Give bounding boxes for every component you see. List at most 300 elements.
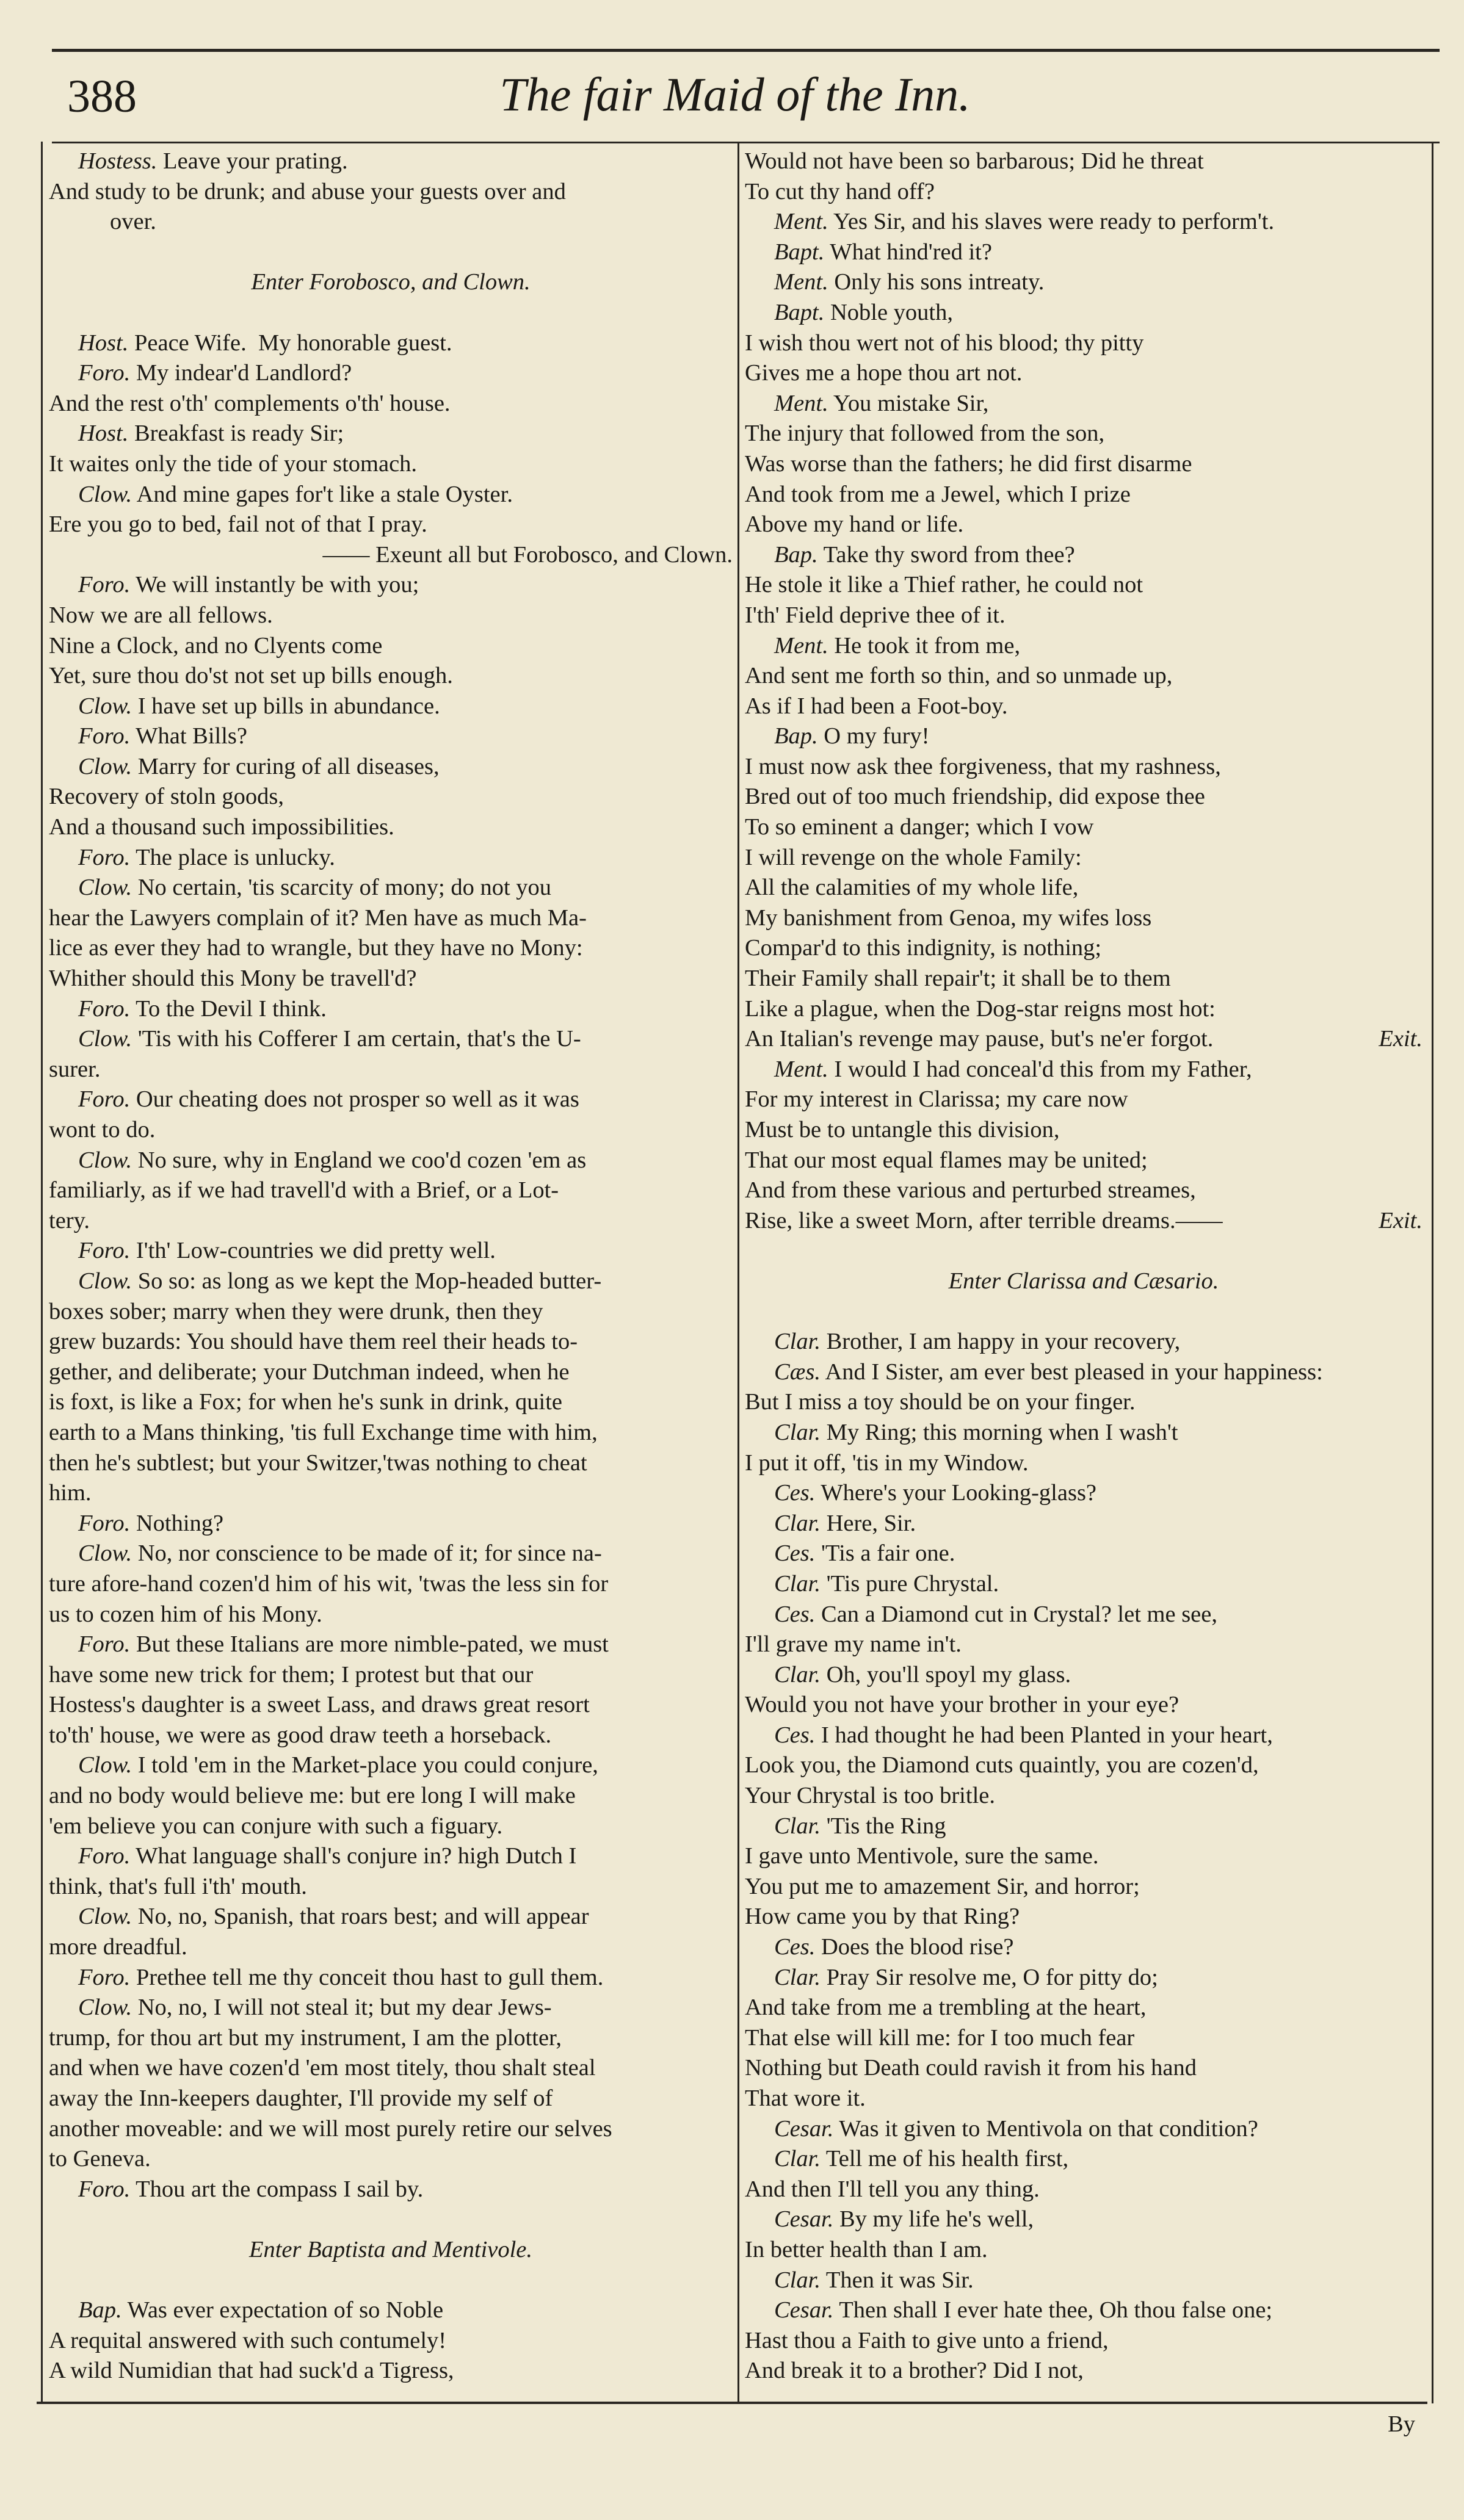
- page-header: [61, 58, 1409, 137]
- line-text: and no body would believe me: but ere long I will make: [49, 1783, 576, 1809]
- line-text: Nothing but Death could ravish it from his hand: [745, 2055, 1197, 2081]
- speaker-prefix: Foro.: [78, 844, 131, 870]
- text-line: [745, 994, 1422, 1025]
- text-line: [745, 752, 1422, 782]
- line-text: Recovery of stoln goods,: [49, 784, 284, 810]
- text-line: [49, 1357, 733, 1388]
- line-text: No certain, 'tis scarcity of mony; do not you: [137, 875, 552, 901]
- exit-direction: Exit.: [1379, 1026, 1422, 1052]
- text-line: [745, 1448, 1422, 1479]
- line-text: I gave unto Mentivole, sure the same.: [745, 1843, 1099, 1869]
- line-text: Nine a Clock, and no Clyents come: [49, 632, 383, 659]
- text-line: [745, 1690, 1422, 1720]
- text-line: [49, 631, 733, 662]
- text-line: [49, 207, 733, 237]
- line-text: It waites only the tide of your stomach.: [49, 450, 418, 477]
- text-line: [745, 419, 1422, 449]
- line-text: tery.: [49, 1207, 90, 1233]
- line-text: My banishment from Genoa, my wifes loss: [745, 904, 1152, 931]
- line-text: Must be to untangle this division,: [745, 1117, 1060, 1143]
- speaker-prefix: Ment.: [774, 632, 828, 659]
- line-text: I'th' Field deprive thee of it.: [745, 602, 1006, 628]
- text-line: [49, 2114, 733, 2145]
- line-text: And from these various and perturbed streames,: [745, 1177, 1196, 1204]
- text-line: [49, 933, 733, 964]
- text-line: [49, 1448, 733, 1479]
- speaker-prefix: Foro.: [78, 572, 131, 598]
- speaker-prefix: Foro.: [78, 1238, 131, 1264]
- speaker-prefix: Foro.: [78, 995, 131, 1022]
- line-text: Bred out of too much friendship, did expose thee: [745, 784, 1205, 810]
- line-text: What language shall's conjure in? high Dutch I: [136, 1843, 577, 1869]
- text-line: [49, 1993, 733, 2023]
- speaker-prefix: Clar.: [774, 1813, 821, 1839]
- line-text: Gives me a hope thou art not.: [745, 360, 1023, 386]
- line-text: That wore it.: [745, 2085, 866, 2111]
- text-line: [745, 570, 1422, 601]
- line-text: Hostess's daughter is a sweet Lass, and draws great resort: [49, 1692, 590, 1718]
- line-text: grew buzards: You should have them reel their heads to-: [49, 1329, 578, 1355]
- text-line: [49, 1478, 733, 1509]
- line-text: To so eminent a danger; which I vow: [745, 814, 1094, 840]
- text-line: [49, 661, 733, 691]
- line-text: So so: as long as we kept the Mop-headed butter-: [137, 1268, 602, 1294]
- text-line: [49, 570, 733, 601]
- stage-direction: [49, 2235, 733, 2265]
- line-text: 'Tis pure Chrystal.: [826, 1570, 999, 1597]
- text-line: [745, 903, 1422, 934]
- text-line: [745, 2175, 1422, 2205]
- line-text: Nothing?: [136, 1510, 224, 1536]
- line-text: No, no, I will not steal it; but my dear Jews-: [137, 1995, 552, 2021]
- text-line: [49, 1932, 733, 1963]
- line-text: By my life he's well,: [839, 2206, 1034, 2233]
- speaker-prefix: Foro.: [78, 1631, 131, 1658]
- text-line: [745, 1841, 1422, 1872]
- text-line: [745, 1932, 1422, 1963]
- text-line: [745, 1175, 1422, 1206]
- blank-line: [49, 237, 733, 268]
- speaker-prefix: Foro.: [78, 1086, 131, 1113]
- line-text: You mistake Sir,: [833, 390, 989, 416]
- line-text: I'll grave my name in't.: [745, 1631, 962, 1658]
- line-text: Here, Sir.: [826, 1510, 916, 1536]
- text-line: [745, 2356, 1422, 2386]
- line-text: have some new trick for them; I protest but that our: [49, 1661, 534, 1688]
- text-line: [745, 2114, 1422, 2145]
- line-text: Noble youth,: [830, 299, 954, 325]
- speaker-prefix: Ment.: [774, 269, 828, 295]
- speaker-prefix: Hostess.: [78, 148, 158, 174]
- line-text: No sure, why in England we coo'd cozen 'em as: [137, 1147, 587, 1173]
- line-text: Whither should this Mony be travell'd?: [49, 966, 417, 992]
- line-text: Then shall I ever hate thee, Oh thou false one;: [839, 2297, 1273, 2323]
- text-line: [745, 1993, 1422, 2023]
- speaker-prefix: Foro.: [78, 723, 131, 749]
- line-text: Tell me of his health first,: [825, 2146, 1069, 2172]
- speaker-prefix: Foro.: [78, 2176, 131, 2202]
- line-text: And the rest o'th' complements o'th' house.: [49, 390, 451, 416]
- text-line: [49, 2144, 733, 2175]
- text-line: [745, 1387, 1422, 1418]
- line-text: A requital answered with such contumely!: [49, 2327, 447, 2353]
- line-text: Like a plague, when the Dog-star reigns most hot:: [745, 995, 1216, 1022]
- text-line: [745, 1327, 1422, 1357]
- line-text: Enter Baptista and Mentivole.: [248, 2236, 533, 2262]
- line-text: Peace Wife. My honorable guest.: [134, 330, 452, 356]
- text-line: [745, 1357, 1422, 1388]
- line-text: gether, and deliberate; your Dutchman indeed, when he: [49, 1359, 570, 1385]
- line-text: Does the blood rise?: [821, 1934, 1014, 1960]
- line-text: Above my hand or life.: [745, 511, 964, 538]
- text-line: [49, 1055, 733, 1085]
- speaker-prefix: Clow.: [78, 1752, 132, 1778]
- line-text: And a thousand such impossibilities.: [49, 814, 394, 840]
- speaker-prefix: Ces.: [774, 1601, 816, 1627]
- line-text: Enter Clarissa and Cæsario.: [948, 1268, 1219, 1294]
- text-line: [49, 1509, 733, 1539]
- text-line: [49, 540, 733, 571]
- line-text: to'th' house, we were as good draw teeth a horseback.: [49, 1722, 552, 1748]
- text-line: [49, 419, 733, 449]
- line-text: He stole it like a Thief rather, he could not: [745, 572, 1143, 598]
- speaker-prefix: Clow.: [78, 1268, 132, 1294]
- text-line: [745, 812, 1422, 843]
- text-line: [49, 177, 733, 208]
- line-text: more dreadful.: [49, 1934, 187, 1960]
- text-line: [49, 2084, 733, 2114]
- text-line: [745, 480, 1422, 510]
- line-text: Our cheating does not prosper so well as it was: [136, 1086, 579, 1113]
- speaker-prefix: Ces.: [774, 1480, 816, 1506]
- speaker-prefix: Clow.: [78, 875, 132, 901]
- line-text: I would I had conceal'd this from my Father,: [834, 1056, 1252, 1082]
- blank-line: [49, 2265, 733, 2296]
- text-line: [49, 601, 733, 631]
- line-text: Was ever expectation of so Noble: [127, 2297, 444, 2323]
- line-text: Ere you go to bed, fail not of that I pray.: [49, 511, 427, 538]
- column-divider: [737, 142, 739, 2403]
- text-line: [745, 933, 1422, 964]
- text-line: [745, 1085, 1422, 1115]
- speaker-prefix: Foro.: [78, 360, 131, 386]
- blank-line: [49, 298, 733, 328]
- text-line: [745, 601, 1422, 631]
- text-line: [49, 752, 733, 782]
- text-line: [745, 2326, 1422, 2356]
- line-text: My indear'd Landlord?: [136, 360, 352, 386]
- speaker-prefix: Bapt.: [774, 239, 825, 265]
- text-line: [49, 1236, 733, 1266]
- line-text: And sent me forth so thin, and so unmade up,: [745, 663, 1173, 689]
- line-text: ture afore-hand cozen'd him of his wit, 'twas the less sin for: [49, 1570, 609, 1597]
- text-line: [49, 903, 733, 934]
- text-line: [745, 449, 1422, 480]
- text-line: [745, 1872, 1422, 1902]
- speaker-prefix: Host.: [78, 330, 129, 356]
- line-text: And take from me a trembling at the heart,: [745, 1995, 1147, 2021]
- line-text: Can a Diamond cut in Crystal? let me see,: [821, 1601, 1217, 1627]
- speaker-prefix: Cæs.: [774, 1359, 821, 1385]
- text-line: [49, 1266, 733, 1297]
- speaker-prefix: Clar.: [774, 2267, 821, 2293]
- text-line: [49, 843, 733, 873]
- text-line: [49, 146, 733, 177]
- text-line: [49, 2295, 733, 2326]
- line-text: 'Tis the Ring: [826, 1813, 946, 1839]
- text-line: [49, 964, 733, 994]
- text-line: [49, 1146, 733, 1176]
- line-text: I'th' Low-countries we did pretty well.: [136, 1238, 496, 1264]
- text-line: [745, 267, 1422, 298]
- line-text: Compar'd to this indignity, is nothing;: [745, 935, 1102, 961]
- line-text: And I Sister, am ever best pleased in your happiness:: [825, 1359, 1323, 1385]
- speaker-prefix: Bap.: [774, 541, 818, 568]
- text-line: [49, 1750, 733, 1781]
- text-line: [745, 177, 1422, 208]
- line-text: Breakfast is ready Sir;: [134, 421, 344, 447]
- text-line: [49, 510, 733, 540]
- line-text: And then I'll tell you any thing.: [745, 2176, 1040, 2202]
- text-line: [49, 1690, 733, 1720]
- line-text: No, no, Spanish, that roars best; and will appear: [137, 1904, 589, 1930]
- text-line: [49, 328, 733, 359]
- speaker-prefix: Foro.: [78, 1510, 131, 1536]
- line-text: I told 'em in the Market-place you could conjure,: [137, 1752, 598, 1778]
- running-title: The fair Maid of the Inn.: [499, 68, 971, 121]
- line-text: Enter Forobosco, and Clown.: [251, 269, 531, 295]
- line-text: That else will kill me: for I too much fear: [745, 2024, 1135, 2051]
- line-text: Now we are all fellows.: [49, 602, 273, 628]
- text-line: [49, 1872, 733, 1902]
- text-line: [745, 1600, 1422, 1630]
- text-line: [49, 1418, 733, 1448]
- line-text: And study to be drunk; and abuse your guests over and: [49, 178, 566, 204]
- speaker-prefix: Clar.: [774, 1329, 821, 1355]
- text-line: [49, 1115, 733, 1146]
- text-line: [49, 358, 733, 389]
- text-line: [49, 873, 733, 903]
- speaker-prefix: Host.: [78, 421, 129, 447]
- bottom-rule: [37, 2402, 1427, 2404]
- line-text: familiarly, as if we had travell'd with a Brief, or a Lot-: [49, 1177, 559, 1204]
- line-text: Their Family shall repair't; it shall be to them: [745, 966, 1171, 992]
- line-text: No, nor conscience to be made of it; for since na-: [137, 1540, 602, 1567]
- page-number: 388: [67, 71, 137, 122]
- text-line: [49, 2023, 733, 2054]
- text-line: [745, 2265, 1422, 2296]
- text-line: [49, 1175, 733, 1206]
- line-text: earth to a Mans thinking, 'tis full Exchange time with him,: [49, 1419, 598, 1445]
- line-text: boxes sober; marry when they were drunk, then they: [49, 1298, 543, 1324]
- line-text: is foxt, is like a Fox; for when he's sunk in drink, quite: [49, 1389, 563, 1415]
- text-line: [49, 1963, 733, 1993]
- text-line: [49, 1720, 733, 1751]
- line-text: What Bills?: [136, 723, 247, 749]
- line-text: What hind'red it?: [830, 239, 992, 265]
- line-text: Was it given to Mentivola on that condition?: [839, 2115, 1258, 2142]
- text-line: [49, 1085, 733, 1115]
- line-text: then he's subtlest; but your Switzer,'twas nothing to cheat: [49, 1450, 587, 1476]
- text-line: [745, 2235, 1422, 2265]
- text-line: [745, 691, 1422, 722]
- line-text: 'em believe you can conjure with such a figuary.: [49, 1813, 503, 1839]
- text-line: [49, 1841, 733, 1872]
- text-line: [49, 691, 733, 722]
- text-line: [49, 1811, 733, 1842]
- text-line: [745, 1720, 1422, 1751]
- text-line: [745, 1781, 1422, 1811]
- speaker-prefix: Clow.: [78, 693, 132, 719]
- text-line: [745, 237, 1422, 268]
- text-line: [745, 1902, 1422, 1932]
- text-line: [745, 2053, 1422, 2084]
- text-line: [49, 1327, 733, 1357]
- line-text: And took from me a Jewel, which I prize: [745, 481, 1131, 507]
- text-line: [49, 480, 733, 510]
- line-text: Was worse than the fathers; he did first disarme: [745, 450, 1192, 477]
- text-line: [745, 146, 1422, 177]
- line-text: Your Chrystal is too britle.: [745, 1783, 995, 1809]
- text-line: [49, 2053, 733, 2084]
- line-text: And break it to a brother? Did I not,: [745, 2358, 1084, 2384]
- line-text: But I miss a toy should be on your finger.: [745, 1389, 1136, 1415]
- speaker-prefix: Clar.: [774, 1510, 821, 1536]
- line-text: Pray Sir resolve me, O for pitty do;: [826, 1964, 1158, 1990]
- text-line: [745, 843, 1422, 873]
- line-text: The injury that followed from the son,: [745, 421, 1105, 447]
- speaker-prefix: Ment.: [774, 390, 828, 416]
- line-text: Marry for curing of all diseases,: [137, 753, 440, 779]
- text-line: [49, 449, 733, 480]
- line-text: But these Italians are more nimble-pated, we must: [136, 1631, 609, 1658]
- line-text: Hast thou a Faith to give unto a friend,: [745, 2327, 1109, 2353]
- line-text: Would you not have your brother in your eye?: [745, 1692, 1180, 1718]
- text-line: [49, 1569, 733, 1600]
- text-line: [745, 510, 1422, 540]
- line-text: To the Devil I think.: [136, 995, 327, 1022]
- speaker-prefix: Foro.: [78, 1843, 131, 1869]
- line-text: Take thy sword from thee?: [823, 541, 1075, 568]
- text-line: [49, 2175, 733, 2205]
- speaker-prefix: Bap.: [78, 2297, 122, 2323]
- text-line: [49, 721, 733, 752]
- line-text: For my interest in Clarissa; my care now: [745, 1086, 1128, 1113]
- line-text: Only his sons intreaty.: [834, 269, 1045, 295]
- speaker-prefix: Clow.: [78, 1904, 132, 1930]
- line-text: To cut thy hand off?: [745, 178, 935, 204]
- line-text: Rise, like a sweet Morn, after terrible dreams.——: [745, 1207, 1223, 1233]
- speaker-prefix: Cesar.: [774, 2206, 834, 2233]
- line-text: O my fury!: [824, 723, 930, 749]
- speaker-prefix: Clar.: [774, 2146, 821, 2172]
- text-line: [745, 631, 1422, 662]
- text-line: [745, 661, 1422, 691]
- line-text: We will instantly be with you;: [136, 572, 419, 598]
- text-line: [49, 1539, 733, 1569]
- speaker-prefix: Clow.: [78, 753, 132, 779]
- text-line: [745, 1811, 1422, 1842]
- blank-line: [49, 2204, 733, 2235]
- line-text: Look you, the Diamond cuts quaintly, you are cozen'd,: [745, 1752, 1259, 1778]
- text-line: [745, 207, 1422, 237]
- speaker-prefix: Clow.: [78, 1995, 132, 2021]
- line-text: wont to do.: [49, 1117, 156, 1143]
- line-text: The place is unlucky.: [136, 844, 335, 870]
- speaker-prefix: Clow.: [78, 1540, 132, 1567]
- text-line: [745, 1115, 1422, 1146]
- line-text: He took it from me,: [834, 632, 1021, 659]
- line-text: And mine gapes for't like a stale Oyster.: [136, 481, 513, 507]
- text-line: [745, 1146, 1422, 1176]
- right-column: [745, 146, 1422, 2386]
- text-line: [745, 1418, 1422, 1448]
- text-line: [745, 2084, 1422, 2114]
- text-line: [49, 1600, 733, 1630]
- line-text: hear the Lawyers complain of it? Men have as much Ma-: [49, 904, 587, 931]
- text-line: [49, 2326, 733, 2356]
- line-text: to Geneva.: [49, 2146, 151, 2172]
- speaker-prefix: Ces.: [774, 1722, 816, 1748]
- text-line: [745, 1478, 1422, 1509]
- line-text: 'Tis with his Cofferer I am certain, that's the U-: [137, 1026, 581, 1052]
- text-line: [49, 1902, 733, 1932]
- speaker-prefix: Cesar.: [774, 2297, 834, 2323]
- line-text: You put me to amazement Sir, and horror;: [745, 1873, 1140, 1899]
- speaker-prefix: Clow.: [78, 1026, 132, 1052]
- line-text: How came you by that Ring?: [745, 1904, 1020, 1930]
- line-text: another moveable: and we will most purely retire our selves: [49, 2115, 612, 2142]
- text-line: [745, 2144, 1422, 2175]
- text-line: [49, 994, 733, 1025]
- text-line: [745, 964, 1422, 994]
- text-line: [49, 1024, 733, 1055]
- speaker-prefix: Bap.: [774, 723, 818, 749]
- line-text: Oh, you'll spoyl my glass.: [826, 1661, 1071, 1688]
- line-text: surer.: [49, 1056, 101, 1082]
- line-text: All the calamities of my whole life,: [745, 875, 1079, 901]
- line-text: and when we have cozen'd 'em most titely, thou shalt steal: [49, 2055, 596, 2081]
- stage-direction: [49, 267, 733, 298]
- line-text: Would not have been so barbarous; Did he threat: [745, 148, 1204, 174]
- line-text: I put it off, 'tis in my Window.: [745, 1450, 1029, 1476]
- line-text: In better health than I am.: [745, 2236, 988, 2262]
- catchword: By: [1388, 2411, 1415, 2437]
- line-text: I had thought he had been Planted in your heart,: [821, 1722, 1273, 1748]
- text-line: [745, 1206, 1422, 1237]
- text-line: [745, 1750, 1422, 1781]
- line-text: think, that's full i'th' mouth.: [49, 1873, 307, 1899]
- speaker-prefix: Bapt.: [774, 299, 825, 325]
- line-text: I must now ask thee forgiveness, that my rashness,: [745, 753, 1221, 779]
- line-text: Where's your Looking-glass?: [821, 1480, 1097, 1506]
- line-text: A wild Numidian that had suck'd a Tigress,: [49, 2358, 454, 2384]
- text-line: [745, 1569, 1422, 1600]
- text-line: [745, 1055, 1422, 1085]
- speaker-prefix: Cesar.: [774, 2115, 834, 2142]
- line-text: trump, for thou art but my instrument, I am the plotter,: [49, 2024, 562, 2051]
- line-text: I will revenge on the whole Family:: [745, 844, 1082, 870]
- speaker-prefix: Foro.: [78, 1964, 131, 1990]
- left-border: [41, 142, 43, 2403]
- line-text: My Ring; this morning when I wash't: [826, 1419, 1178, 1445]
- line-text: us to cozen him of his Mony.: [49, 1601, 322, 1627]
- text-line: [745, 782, 1422, 812]
- speaker-prefix: Clar.: [774, 1570, 821, 1597]
- blank-line: [745, 1236, 1422, 1266]
- text-line: [49, 1630, 733, 1660]
- text-line: [745, 1630, 1422, 1660]
